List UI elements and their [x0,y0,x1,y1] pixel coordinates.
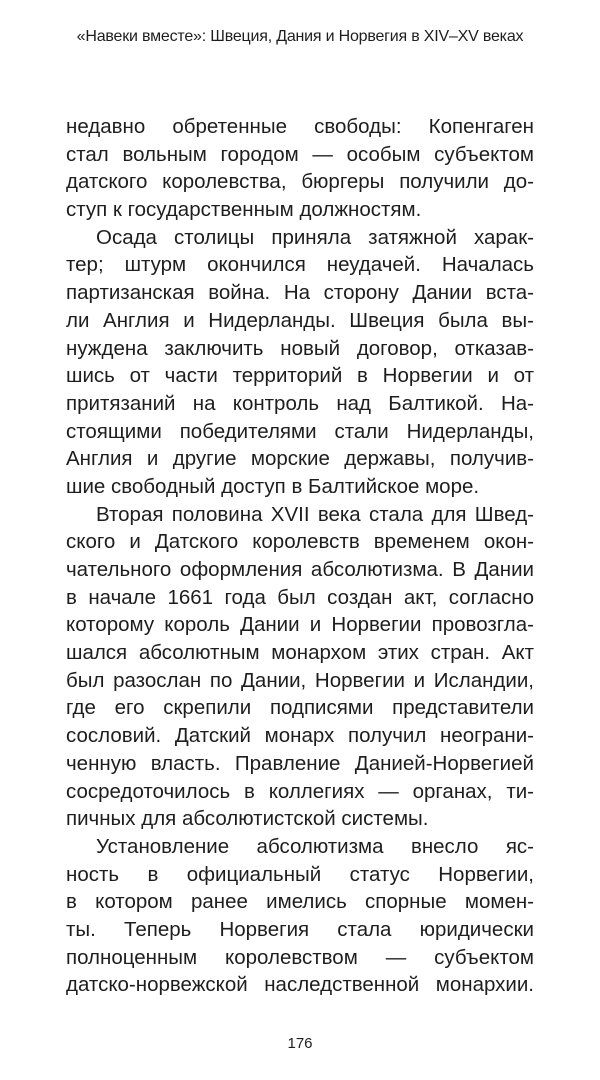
text-line: полноценным королевством — субъектом [66,945,534,969]
text-line: шись от части территорий в Норвегии и от [66,364,534,388]
body-text [66,113,534,999]
running-header: «Навеки вместе»: Швеция, Дания и Норвегия в XIV–XV веках [76,28,524,45]
text-line: Англия и другие морские державы, получив- [66,447,534,471]
text-line: стоящими победителями стали Нидерланды, [66,419,534,443]
text-line: недавно обретенные свободы: Копенгаген [66,115,534,138]
text-line: тер; штурм окончился неудачей. Началась [66,253,534,277]
paragraph [66,501,534,833]
text-line: был разослан по Дании, Норвегии и Исландии, [66,668,534,692]
text-line: шался абсолютным монархом этих стран. Акт [66,641,534,665]
text-line: шие свободный доступ в Балтийское море. [66,474,480,498]
text-line: ского и Датского королевств временем окон- [66,530,534,554]
text-line: датско-норвежской наследственной монархии. [66,973,534,997]
paragraph [66,833,534,999]
text-line: Вторая половина XVII века стала для Швед- [96,502,534,526]
text-line: сословий. Датский монарх получил неограни- [66,724,534,748]
text-line: притязаний на контроль над Балтикой. На- [66,391,534,415]
text-line: сосредоточилось в коллегиях — органах, ти- [66,779,534,803]
text-line: где его скрепили подписями представители [66,696,534,720]
text-line: которому король Дании и Норвегии провозгла- [66,613,534,637]
text-line: нуждена заключить новый договор, отказав- [66,336,534,360]
text-line: ли Англия и Нидерланды. Швеция была вы- [66,308,534,332]
paragraph [66,224,534,501]
text-line: стал вольным городом — особым субъектом [66,142,534,166]
text-line: в начале 1661 года был создан акт, согласно [66,585,534,609]
text-line: ность в официальный статус Норвегии, [66,862,534,886]
text-line: ступ к государственным должностям. [66,198,422,222]
text-line: ченную власть. Правление Данией-Норвегией [66,751,534,775]
text-line: в котором ранее имелись спорные момен- [66,890,534,914]
paragraph [66,113,534,224]
page-number: 176 [287,1035,313,1052]
text-line: пичных для абсолютистской системы. [66,807,429,831]
text-line: Осада столицы приняла затяжной харак- [96,225,534,249]
text-line: партизанская война. На сторону Дании вста- [66,281,534,305]
text-line: Установление абсолютизма внесло яс- [96,834,534,858]
text-line: ты. Теперь Норвегия стала юридически [66,917,534,941]
text-line: датского королевства, бюргеры получили до- [66,170,534,194]
text-line: чательного оформления абсолютизма. В Дании [66,558,534,581]
